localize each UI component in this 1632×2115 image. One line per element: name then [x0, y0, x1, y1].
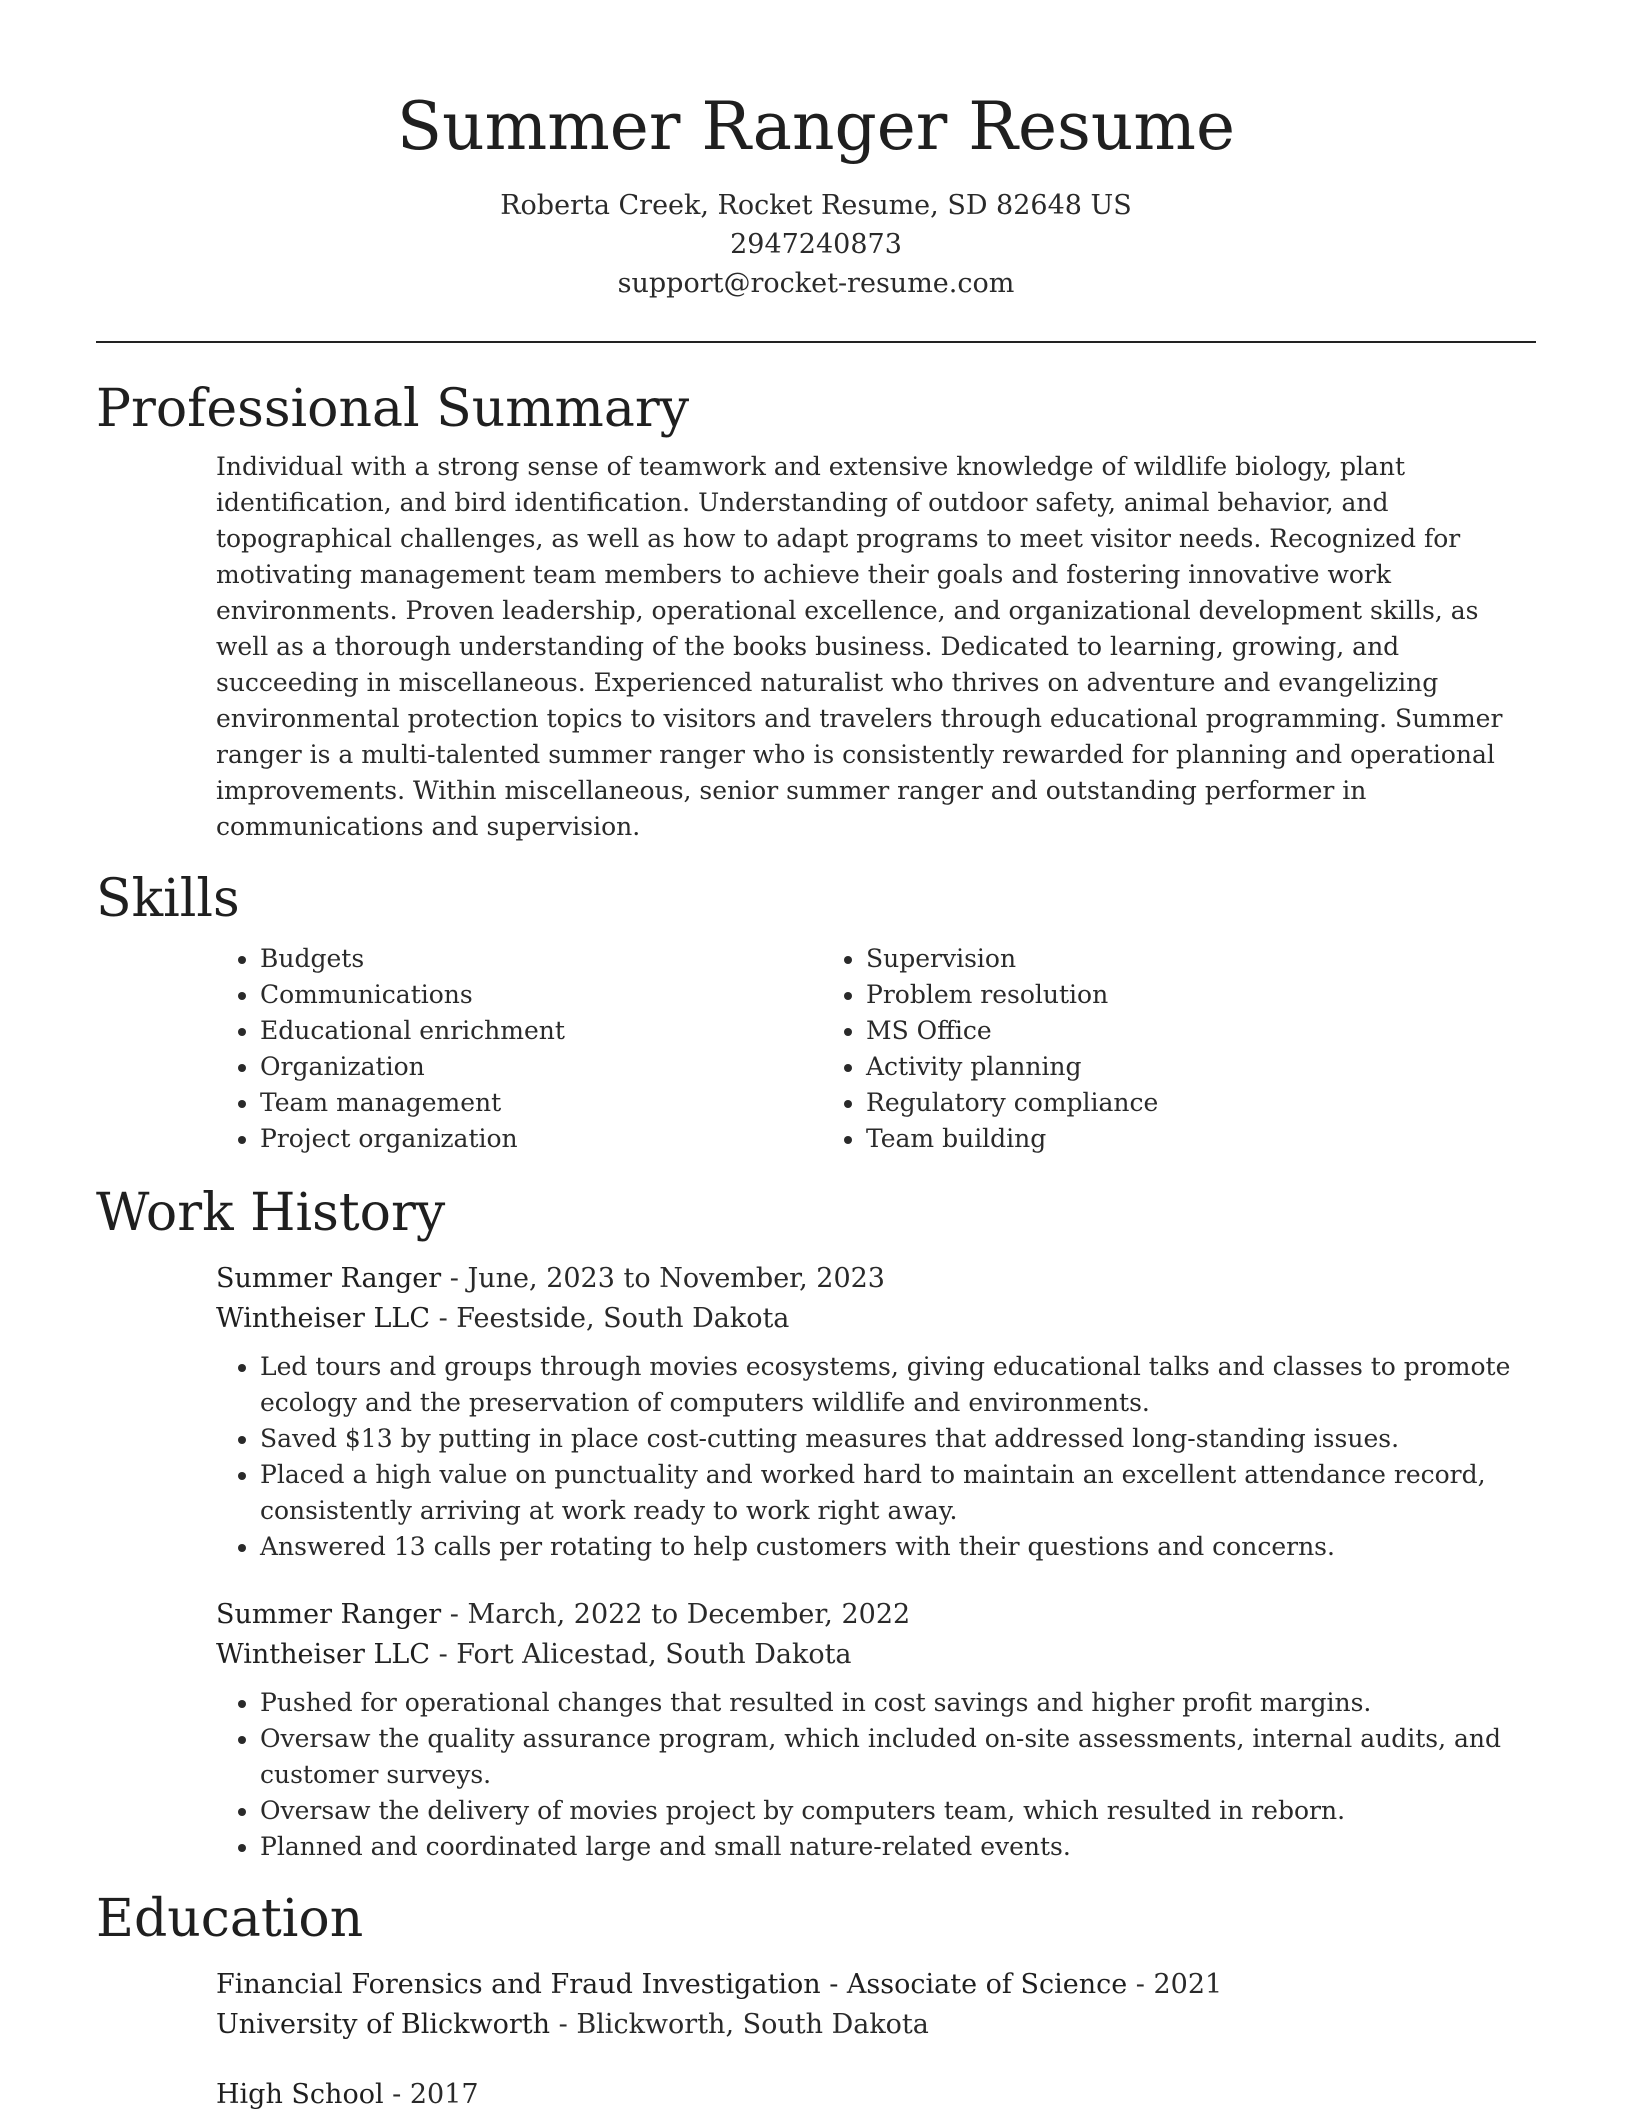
- skills-list-right: [822, 941, 1158, 1157]
- education-school: University of Blickworth: [216, 2009, 551, 2040]
- skills-section: [96, 867, 1536, 1157]
- job-bullet: • Placed a high value on punctuality and worked hard to maintain an excellent attendance record, consistently arriving at work ready to work right away.: [260, 1457, 1536, 1529]
- contact-address: Roberta Creek, Rocket Resume, SD 82648 US: [500, 190, 1132, 221]
- job-company-line: [216, 1635, 1536, 1675]
- skill-item: • Project organization: [260, 1121, 822, 1157]
- skill-item: • Supervision: [866, 941, 1158, 977]
- job-entry: [216, 1259, 1536, 1565]
- skill-item: • Team management: [260, 1085, 822, 1121]
- skill-item: • Organization: [260, 1049, 822, 1085]
- job-location: - Feestside, South Dakota: [430, 1303, 790, 1334]
- resume-header: [96, 0, 1536, 303]
- job-location: - Fort Alicestad, South Dakota: [430, 1639, 852, 1670]
- job-company-line: [216, 1299, 1536, 1339]
- skills-list-left: [216, 941, 822, 1157]
- job-title-line: [216, 1259, 1536, 1299]
- skill-item: • Educational enrichment: [260, 1013, 822, 1049]
- skill-item: • Activity planning: [866, 1049, 1158, 1085]
- job-bullet: • Pushed for operational changes that resulted in cost savings and higher profit margins.: [260, 1685, 1536, 1721]
- page-title: Summer Ranger Resume: [396, 88, 1236, 165]
- contact-phone: 2947240873: [730, 229, 902, 260]
- job-title-line: [216, 1595, 1536, 1635]
- job-bullet: • Answered 13 calls per rotating to help customers with their questions and concerns.: [260, 1529, 1536, 1565]
- job-bullet: • Led tours and groups through movies ecosystems, giving educational talks and classes to promote ecology and the preservation of computers wildlife and environments.: [260, 1349, 1536, 1421]
- header-divider: [96, 341, 1536, 343]
- job-dates: - June, 2023 to November, 2023: [441, 1263, 885, 1294]
- education-year: - 2021: [1127, 1969, 1223, 2000]
- job-bullet: • Oversaw the quality assurance program, which included on-site assessments, internal audits, and customer surveys.: [260, 1721, 1536, 1793]
- education-degree: High School: [216, 2079, 384, 2110]
- education-section: [96, 1887, 1536, 2115]
- skill-item: • Team building: [866, 1121, 1158, 1157]
- skill-item: • Problem resolution: [866, 977, 1158, 1013]
- skill-item: • Regulatory compliance: [866, 1085, 1158, 1121]
- education-degree-line: [216, 1965, 1536, 2005]
- job-bullet-list: [216, 1349, 1536, 1565]
- job-bullet: • Planned and coordinated large and small nature-related events.: [260, 1829, 1536, 1865]
- skill-item: • Budgets: [260, 941, 822, 977]
- job-company: Wintheiser LLC: [216, 1303, 430, 1334]
- education-entry: [216, 1965, 1536, 2045]
- education-degree: Financial Forensics and Fraud Investigation - Associate of Science: [216, 1969, 1128, 2000]
- job-bullet: • Saved $13 by putting in place cost-cutting measures that addressed long-standing issues.: [260, 1421, 1536, 1457]
- summary-text: Individual with a strong sense of teamwork and extensive knowledge of wildlife biology, plant identification, and bird identification. Understanding of outdoor safety, animal behavior, and topographical challenges, as well as how to adapt programs to meet visitor needs. Recognized for motivating management team members to achieve their goals and fostering innovative work environments. Proven leadership, operational excellence, and organizational development skills, as well as a thorough understanding of the books business. Dedicated to learning, growing, and succeeding in miscellaneous. Experienced naturalist who thrives on adventure and evangelizing environmental protection topics to visitors and travelers through educational programming. Summer ranger is a multi-talented summer ranger who is consistently rewarded for planning and operational improvements. Within miscellaneous, senior summer ranger and outstanding performer in communications and supervision.: [216, 452, 1503, 841]
- job-dates: - March, 2022 to December, 2022: [441, 1599, 911, 1630]
- education-entry: [216, 2075, 1536, 2115]
- job-entry: [216, 1595, 1536, 1865]
- education-school-line: [216, 2005, 1536, 2045]
- skills-grid: [216, 941, 1536, 1157]
- job-bullet: • Oversaw the delivery of movies project by computers team, which resulted in reborn.: [260, 1793, 1536, 1829]
- education-year: - 2017: [383, 2079, 479, 2110]
- skill-item: • MS Office: [866, 1013, 1158, 1049]
- education-degree-line: [216, 2075, 1536, 2115]
- contact-email: support@rocket-resume.com: [617, 268, 1015, 299]
- section-heading-work: Work History: [96, 1183, 446, 1243]
- education-location: - Blickworth, South Dakota: [550, 2009, 929, 2040]
- section-heading-education: Education: [96, 1889, 364, 1949]
- job-title: Summer Ranger: [216, 1599, 442, 1630]
- professional-summary-section: [96, 377, 1536, 845]
- section-heading-summary: Professional Summary: [96, 379, 690, 439]
- job-bullet-list: [216, 1685, 1536, 1865]
- section-heading-skills: Skills: [96, 869, 240, 929]
- skill-item: • Communications: [260, 977, 822, 1013]
- job-title: Summer Ranger: [216, 1263, 442, 1294]
- job-company: Wintheiser LLC: [216, 1639, 430, 1670]
- work-history-section: [96, 1181, 1536, 1865]
